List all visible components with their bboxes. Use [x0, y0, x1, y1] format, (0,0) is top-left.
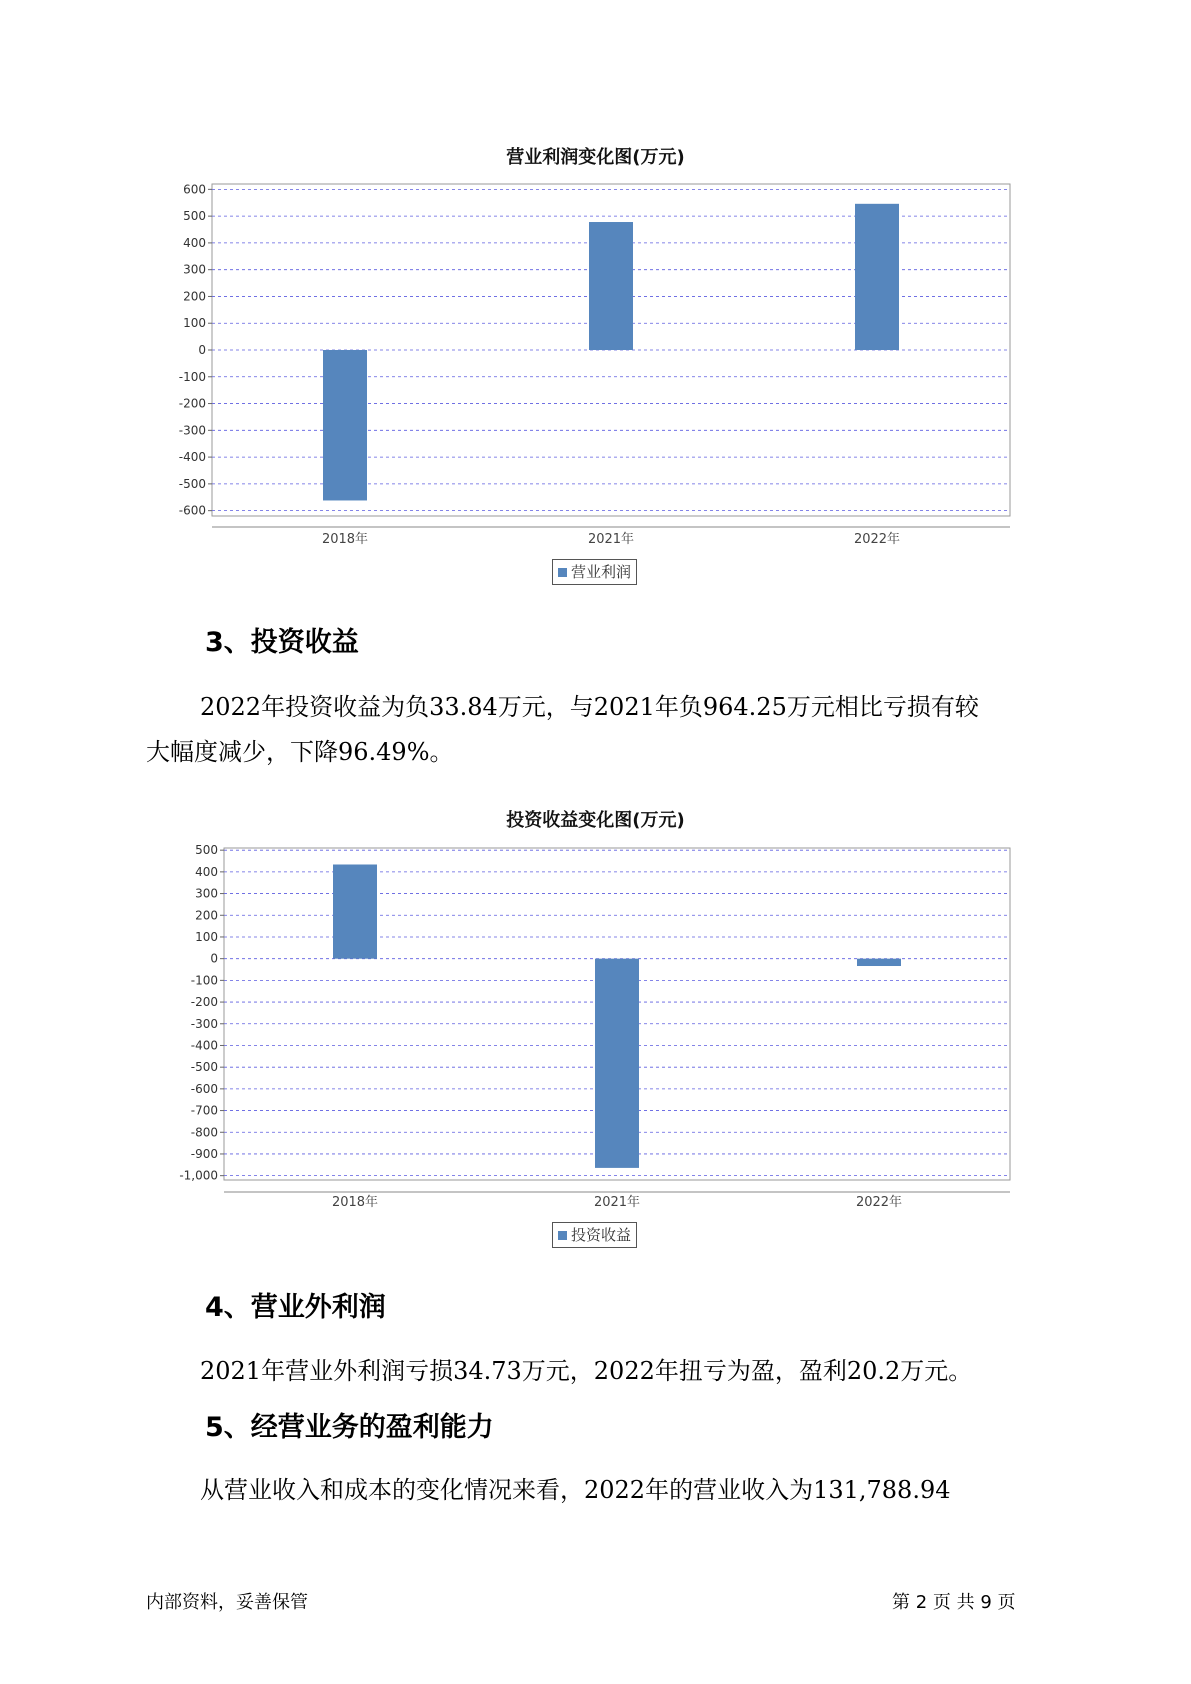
y-tick-label: 300: [183, 262, 206, 277]
y-tick-label: -800: [190, 1125, 218, 1140]
y-tick-label: 300: [195, 886, 218, 901]
x-tick-label: 2021年: [587, 532, 635, 547]
y-tick-label: 500: [195, 843, 218, 858]
y-tick-label: -400: [178, 450, 206, 465]
legend-label: 投资收益: [571, 1226, 632, 1244]
y-tick-label: -200: [178, 396, 206, 411]
chart-operating-profit: [0, 170, 1191, 547]
y-tick-label: 0: [198, 343, 206, 357]
y-tick-label: -700: [190, 1103, 218, 1118]
chart-title-investment-income: 投资收益变化图(万元): [506, 810, 685, 831]
paragraph-profitability: 从营业收入和成本的变化情况来看，2022年的营业收入为131,788.94: [200, 1476, 951, 1504]
y-tick-label: -200: [190, 995, 218, 1010]
y-tick-label: -100: [190, 973, 218, 988]
y-tick-label: -300: [178, 423, 206, 438]
y-tick-label: -600: [190, 1081, 218, 1096]
section-heading-profitability: 5、经营业务的盈利能力: [205, 1412, 494, 1443]
y-tick-label: 400: [195, 864, 218, 879]
section-heading-non-operating-profit: 4、营业外利润: [205, 1292, 386, 1323]
y-tick-label: 100: [195, 929, 218, 944]
chart-investment-income: [0, 830, 1191, 1210]
y-tick-label: -600: [178, 503, 206, 518]
y-tick-label: 500: [183, 209, 206, 224]
chart-legend-operating-profit: [552, 559, 637, 585]
bar-2022年: [857, 959, 901, 966]
x-tick-label: 2018年: [321, 532, 369, 547]
x-tick-label: 2022年: [855, 1195, 903, 1210]
y-tick-label: 0: [210, 951, 218, 966]
paragraph-investment-income-line2: 大幅度减少，下降96.49%。: [146, 738, 454, 766]
legend-swatch: [558, 568, 567, 577]
section-heading-investment-income: 3、投资收益: [205, 627, 359, 658]
bar-2021年: [589, 222, 633, 350]
y-tick-label: 600: [183, 182, 206, 197]
bar-2022年: [855, 204, 899, 350]
legend-swatch: [558, 1231, 567, 1240]
y-tick-label: 200: [195, 908, 218, 923]
bar-2018年: [333, 864, 377, 958]
paragraph-investment-income-line1: 2022年投资收益为负33.84万元，与2021年负964.25万元相比亏损有较: [200, 693, 979, 721]
bar-2018年: [323, 350, 367, 500]
y-tick-label: 200: [183, 289, 206, 304]
x-tick-label: 2021年: [593, 1195, 641, 1210]
x-tick-label: 2022年: [853, 532, 901, 547]
legend-label: 营业利润: [571, 563, 632, 581]
y-tick-label: 400: [183, 235, 206, 250]
y-tick-label: -300: [190, 1016, 218, 1031]
y-tick-label: -100: [178, 369, 206, 384]
y-tick-label: -400: [190, 1038, 218, 1053]
y-tick-label: -500: [190, 1060, 218, 1075]
footer-page-number: 第 2 页 共 9 页: [892, 1592, 1016, 1613]
x-tick-label: 2018年: [331, 1195, 379, 1210]
y-tick-label: -500: [178, 476, 206, 491]
y-tick-label: -900: [190, 1146, 218, 1161]
footer-confidential-note: 内部资料，妥善保管: [146, 1592, 308, 1613]
bar-2021年: [595, 959, 639, 1168]
chart-legend-investment-income: [552, 1222, 637, 1248]
paragraph-non-operating-profit: 2021年营业外利润亏损34.73万元，2022年扭亏为盈，盈利20.2万元。: [200, 1357, 973, 1385]
y-tick-label: 100: [183, 316, 206, 331]
y-tick-label: -1,000: [179, 1168, 218, 1183]
chart-title-operating-profit: 营业利润变化图(万元): [506, 147, 685, 168]
